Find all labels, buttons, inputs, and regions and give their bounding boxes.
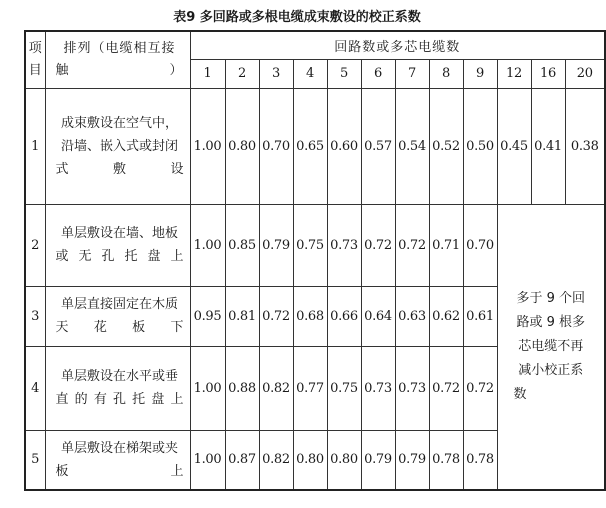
factor-cell: 1.00 [190, 204, 225, 286]
header-count: 6 [361, 59, 395, 88]
row-arrangement: 成束敷设在空气中，沿墙、嵌入式或封闭式敷设 [45, 88, 190, 204]
row-index: 1 [25, 88, 45, 204]
header-count: 9 [463, 59, 497, 88]
header-count: 3 [259, 59, 293, 88]
header-count: 12 [497, 59, 531, 88]
header-count: 16 [531, 59, 565, 88]
factor-cell: 0.62 [429, 286, 463, 346]
table-title: 表9 多回路或多根电缆成束敷设的校正系数 [173, 10, 421, 25]
factor-cell: 0.80 [293, 430, 327, 490]
factor-cell: 0.75 [327, 346, 361, 430]
row-index: 2 [25, 204, 45, 286]
factor-cell: 0.71 [429, 204, 463, 286]
header-count: 1 [190, 59, 225, 88]
row-index: 4 [25, 346, 45, 430]
factor-cell: 1.00 [190, 88, 225, 204]
factor-cell: 0.52 [429, 88, 463, 204]
factor-cell: 0.88 [225, 346, 259, 430]
factor-cell: 0.95 [190, 286, 225, 346]
factor-cell: 1.00 [190, 430, 225, 490]
header-count: 5 [327, 59, 361, 88]
factor-cell: 0.79 [395, 430, 429, 490]
header-count: 4 [293, 59, 327, 88]
factor-cell: 0.85 [225, 204, 259, 286]
correction-factor-table [24, 30, 606, 491]
factor-cell: 0.87 [225, 430, 259, 490]
row-arrangement: 单层敷设在墙、地板或无孔托盘上 [45, 204, 190, 286]
factor-cell: 0.79 [361, 430, 395, 490]
factor-cell: 0.80 [327, 430, 361, 490]
row-arrangement: 单层敷设在梯架或夹板上 [45, 430, 190, 490]
factor-cell: 0.65 [293, 88, 327, 204]
factor-cell: 0.38 [565, 88, 605, 204]
factor-cell: 0.45 [497, 88, 531, 204]
factor-cell: 0.80 [225, 88, 259, 204]
row-arrangement: 单层敷设在水平或垂直的有孔托盘上 [45, 346, 190, 430]
factor-cell: 0.73 [395, 346, 429, 430]
header-row-1 [25, 31, 605, 59]
factor-cell: 0.57 [361, 88, 395, 204]
factor-cell: 0.73 [361, 346, 395, 430]
factor-cell: 0.82 [259, 430, 293, 490]
header-count: 7 [395, 59, 429, 88]
header-count: 2 [225, 59, 259, 88]
factor-cell: 0.70 [463, 204, 497, 286]
factor-cell: 0.66 [327, 286, 361, 346]
factor-cell: 0.72 [395, 204, 429, 286]
row-index: 5 [25, 430, 45, 490]
factor-cell: 0.77 [293, 346, 327, 430]
header-index: 项目 [25, 31, 45, 88]
factor-cell: 0.60 [327, 88, 361, 204]
factor-cell: 0.72 [429, 346, 463, 430]
header-count: 8 [429, 59, 463, 88]
factor-cell: 0.81 [225, 286, 259, 346]
factor-cell: 0.75 [293, 204, 327, 286]
row-arrangement: 单层直接固定在木质天花板下 [45, 286, 190, 346]
factor-cell: 1.00 [190, 346, 225, 430]
factor-cell: 0.73 [327, 204, 361, 286]
factor-cell: 0.64 [361, 286, 395, 346]
factor-cell: 0.68 [293, 286, 327, 346]
factor-cell: 0.70 [259, 88, 293, 204]
factor-cell: 0.61 [463, 286, 497, 346]
factor-cell: 0.54 [395, 88, 429, 204]
factor-cell: 0.63 [395, 286, 429, 346]
table-row [25, 88, 605, 204]
table-row [25, 204, 605, 286]
factor-cell: 0.72 [259, 286, 293, 346]
factor-cell: 0.50 [463, 88, 497, 204]
factor-cell: 0.41 [531, 88, 565, 204]
factor-cell: 0.82 [259, 346, 293, 430]
row-index: 3 [25, 286, 45, 346]
factor-cell: 0.78 [429, 430, 463, 490]
header-arrangement: 排列（电缆相互接触） [45, 31, 190, 88]
factor-cell: 0.72 [463, 346, 497, 430]
note-cell: 多于 9 个回路或 9 根多芯电缆不再减小校正系数 [497, 204, 605, 490]
factor-cell: 0.78 [463, 430, 497, 490]
factor-cell: 0.79 [259, 204, 293, 286]
factor-cell: 0.72 [361, 204, 395, 286]
header-count-group: 回路数或多芯电缆数 [190, 31, 605, 59]
header-count: 20 [565, 59, 605, 88]
